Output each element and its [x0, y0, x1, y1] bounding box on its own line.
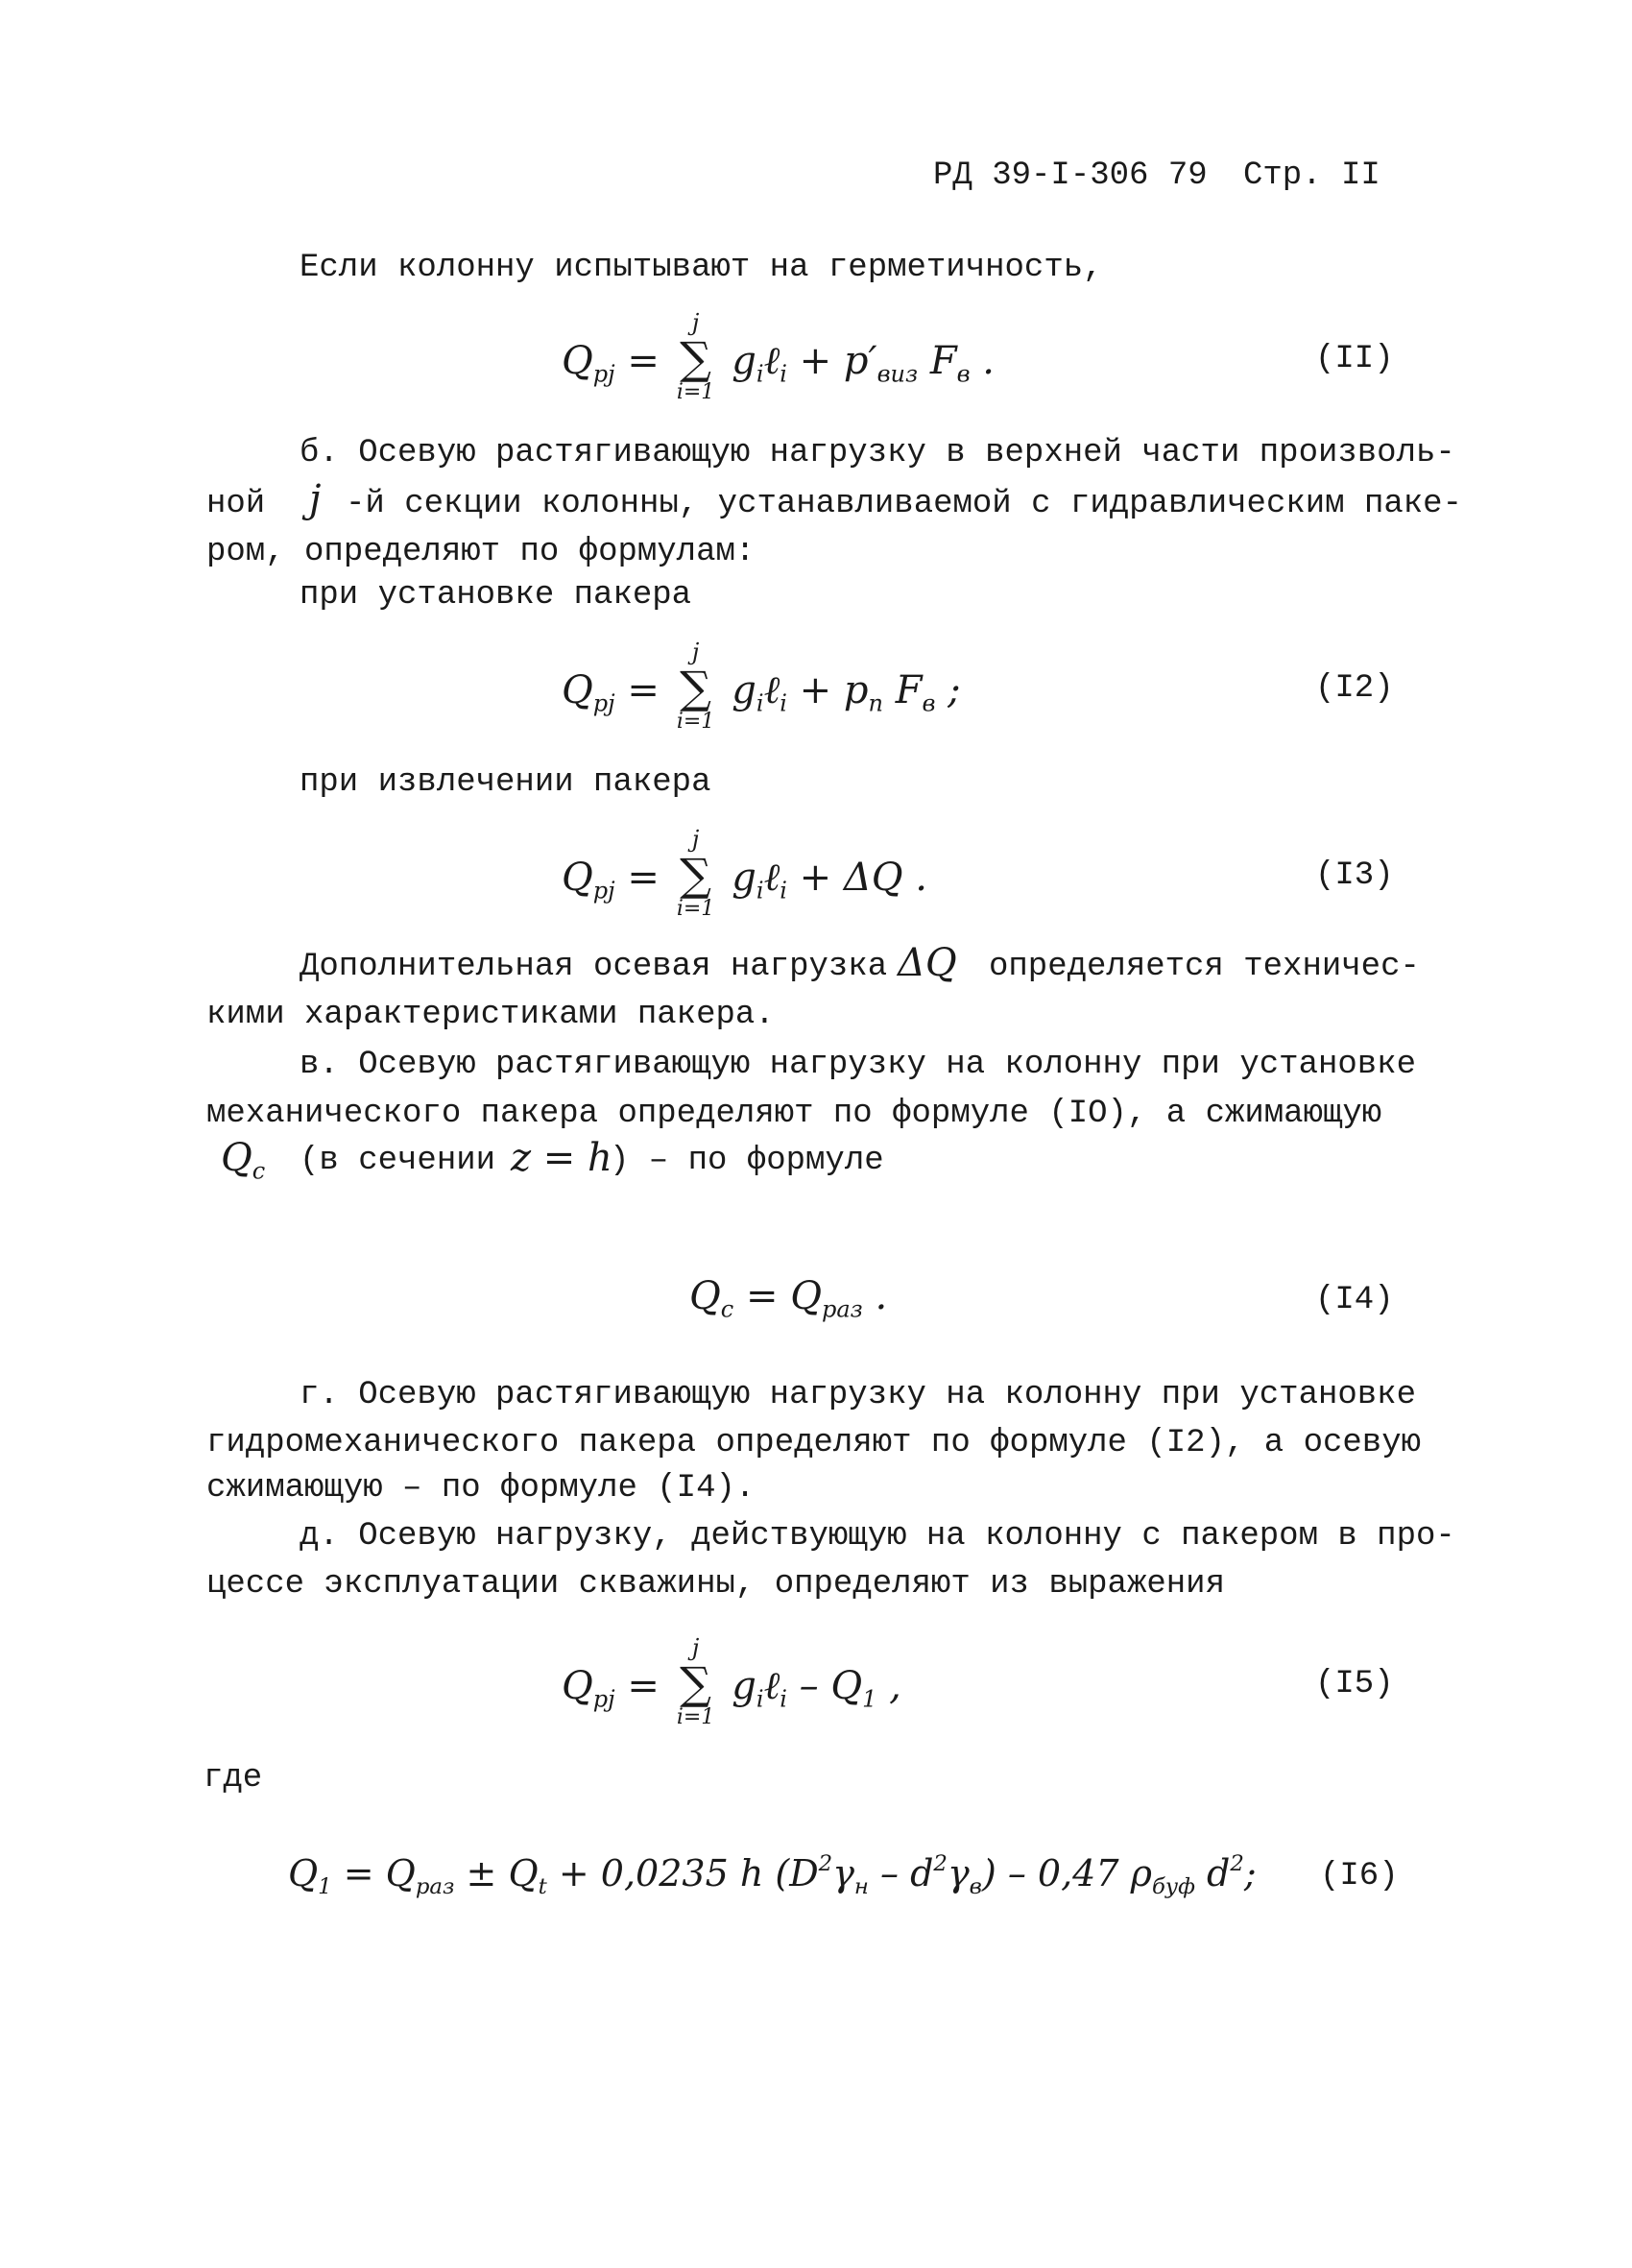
equation-number-14: (I4)	[1315, 1282, 1394, 1318]
variable-qc: $Q_c$	[221, 1136, 266, 1185]
paragraph-v-line1: в. Осевую растягивающую нагрузку на колонну при установке	[300, 1047, 1416, 1083]
paragraph-g-line3: сжимающую – по формуле (I4).	[206, 1470, 756, 1507]
variable-j: j	[309, 477, 322, 521]
equation-15: $Q_{pj}$ = j ∑ i=1 $g_i\ell_i - Q_1$ ,	[562, 1634, 901, 1729]
paragraph-b-line3: ром, определяют по формулам:	[206, 534, 756, 570]
summation-symbol: j ∑ i=1	[676, 309, 715, 404]
paragraph-v-line2: механического пакера определяют по формуле (IO), а сжимающую	[206, 1096, 1382, 1132]
equation-16: $Q_1 = Q_{раз} \pm Q_t + 0,0235$ h $(D^2\gamma_н - d^2\gamma_в) - 0,47$ $\rho_{буф}$ $d^2$;	[288, 1851, 1257, 1899]
paragraph-d-line1: д. Осевую нагрузку, действующую на колонну с пакером в про-	[300, 1518, 1455, 1555]
paragraph-dq-line1-end: определяется техничес-	[989, 949, 1420, 985]
equation-number-13: (I3)	[1315, 857, 1394, 894]
paragraph-dq-line2: кими характеристиками пакера.	[206, 997, 775, 1033]
paragraph-d-line2: цессе эксплуатации скважины, определяют из выражения	[206, 1566, 1225, 1603]
variable-z-equals-h: z = h	[511, 1136, 612, 1180]
summation-symbol: j ∑ i=1	[676, 826, 715, 921]
paragraph-b-line1: б. Осевую растягивающую нагрузку в верхней части произволь-	[300, 435, 1455, 471]
paragraph-hermetic-test: Если колонну испытывают на герметичность,	[300, 250, 1103, 286]
page-number: Стр. II	[1243, 157, 1380, 194]
paragraph-b-line2-end: -й секции колонны, устанавливаемой с гидравлическим паке-	[346, 486, 1462, 522]
equation-number-11: (II)	[1315, 341, 1394, 377]
paragraph-v-line3-end: ) – по формуле	[610, 1143, 884, 1179]
paragraph-g-line2: гидромеханического пакера определяют по формуле (I2), а осевую	[206, 1425, 1422, 1461]
paragraph-b-line4: при установке пакера	[300, 577, 692, 614]
summation-symbol: j ∑ i=1	[676, 639, 715, 734]
paragraph-v-line3-start: (в сечении	[300, 1143, 496, 1179]
variable-delta-q: ΔQ	[898, 941, 957, 985]
equation-number-15: (I5)	[1315, 1666, 1394, 1702]
paragraph-extraction: при извлечении пакера	[300, 764, 711, 801]
equation-13: $Q_{pj}$ = j ∑ i=1 $g_i\ell_i + \Delta Q$ .	[562, 826, 927, 921]
paragraph-g-line1: г. Осевую растягивающую нагрузку на колонну при установке	[300, 1377, 1416, 1413]
paragraph-b-line2-start: ной	[206, 486, 266, 522]
where-label: где	[204, 1760, 263, 1797]
equation-number-12: (I2)	[1315, 670, 1394, 707]
summation-symbol: j ∑ i=1	[676, 1634, 715, 1729]
equation-11: $Q_{pj}$ = j ∑ i=1 $g_i\ell_i + p'_{виз}$ $F_в$ .	[562, 309, 995, 404]
equation-12: $Q_{pj}$ = j ∑ i=1 $g_i\ell_i + p_п$ $F_в$ ;	[562, 639, 961, 734]
equation-number-16: (I6)	[1320, 1858, 1399, 1894]
document-reference: РД 39-I-306 79	[933, 157, 1208, 194]
equation-14: $Q_c = Q_{раз}$ .	[689, 1274, 888, 1323]
paragraph-dq-line1-start: Дополнительная осевая нагрузка	[300, 949, 888, 985]
